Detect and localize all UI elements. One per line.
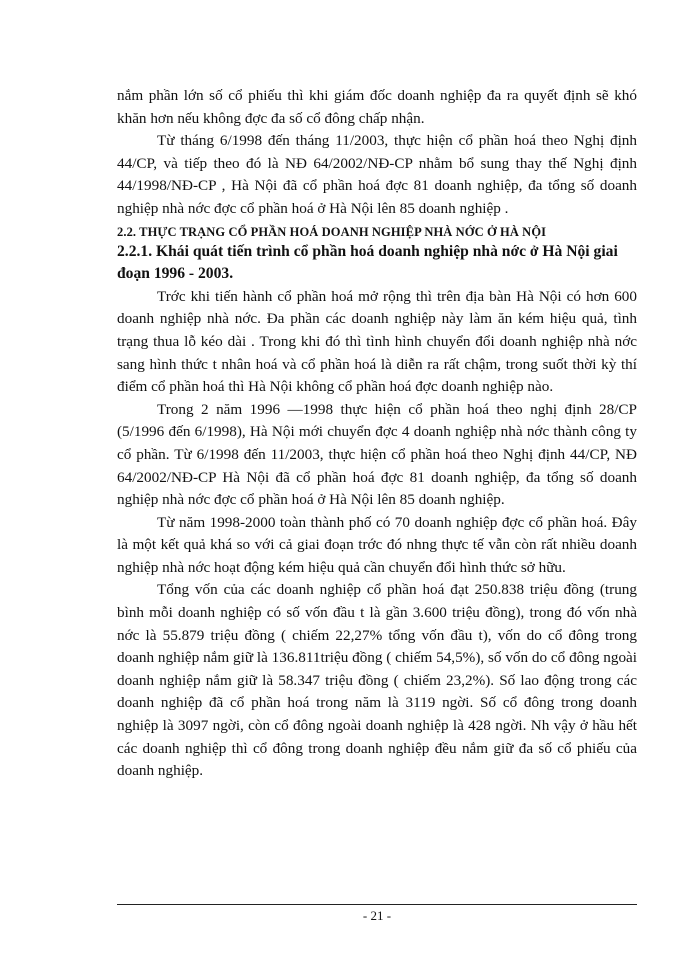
- paragraph-1: nắm phần lớn số cổ phiếu thì khi giám đốc doanh nghiệp đa ra quyết định sẽ khó khăn hơn nếu không đợc đa số cổ đông chấp nhận.: [117, 87, 637, 127]
- section-heading: 2.2. THỰC TRẠNG CỔ PHẦN HOÁ DOANH NGHIỆP NHÀ NỚC Ở HÀ NỘI: [117, 224, 547, 239]
- page-number: - 21 -: [362, 908, 392, 923]
- paragraph-5: Từ năm 1998-2000 toàn thành phố có 70 doanh nghiệp đợc cổ phần hoá. Đây là một kết quả khá so với cả giai đoạn trớc đó nhng thực tế vẫn còn rất nhiều doanh nghiệp nhà nớc hoạt động kém hiệu quả cần chuyển đổi hình thức sở hữu.: [117, 513, 637, 576]
- subsection-heading: 2.2.1. Khái quát tiến trình cổ phần hoá doanh nghiệp nhà nớc ở Hà Nội giai đoạn 1996 - 2003.: [117, 242, 618, 283]
- paragraph-4: Trong 2 năm 1996 —1998 thực hiện cổ phần hoá theo nghị định 28/CP (5/1996 đến 6/1998), Hà Nội mới chuyển đợc 4 doanh nghiệp nhà nớc thành công ty cổ phần. Từ 6/1998 đến 11/2003, thực hiện cổ phần hoá theo Nghị định 44/CP, NĐ 64/2002/NĐ-CP Hà Nội đã cổ phần hoá đợc 81 doanh nghiệp, đa tổng số doanh nghiệp nhà nớc đợc cổ phần hoá ở Hà Nội lên 85 doanh nghiệp.: [117, 400, 637, 509]
- paragraph-2: Từ tháng 6/1998 đến tháng 11/2003, thực hiện cổ phần hoá theo Nghị định 44/CP, và tiếp theo đó là NĐ 64/2002/NĐ-CP nhằm bổ sung thay thế Nghị định 44/1998/NĐ-CP , Hà Nội đã cổ phần hoá đợc 81 doanh nghiệp, đa tổng số doanh nghiệp nhà nớc đợc cổ phần hoá ở Hà Nội lên 85 doanh nghiệp .: [117, 132, 637, 217]
- paragraph-3: Trớc khi tiến hành cổ phần hoá mở rộng thì trên địa bàn Hà Nội có hơn 600 doanh nghiệp nhà nớc. Đa phần các doanh nghiệp này làm ăn kém hiệu quả, tình trạng thua lỗ kéo dài . Trong khi đó thì tình hình chuyển đổi doanh nghiệp nhà nớc sang hình thức t nhân hoá và cổ phần hoá là diễn ra rất chậm, trong suốt thời kỳ thí điểm cổ phần hoá thì Hà Nội không cổ phần hoá đợc doanh nghiệp nào.: [117, 287, 637, 396]
- paragraph-6: Tổng vốn của các doanh nghiệp cổ phần hoá đạt 250.838 triệu đồng (trung bình mỗi doanh nghiệp có số vốn đầu t là gần 3.600 triệu đồng), trong đó vốn nhà nớc là 55.879 triệu đồng ( chiếm 22,27% tổng vốn đầu t), vốn do cổ đông trong doanh nghiệp nắm giữ là 136.811triệu đồng ( chiếm 54,5%), số vốn do cổ đông ngoài doanh nghiệp nắm giữ là 58.347 triệu đồng ( chiếm 23,2%). Số lao động trong các doanh nghiệp đã cổ phần hoá trong năm là 3119 ngời. Số cổ đông trong doanh nghiệp là 3097 ngời, còn cổ đông ngoài doanh nghiệp là 428 ngời. Nh vậy ở hầu hết các doanh nghiệp thì cổ đông trong doanh nghiệp đều nắm giữ đa số cổ phiếu của doanh nghiệp.: [117, 581, 637, 780]
- footer-divider: [117, 904, 637, 905]
- document-body: [117, 85, 637, 783]
